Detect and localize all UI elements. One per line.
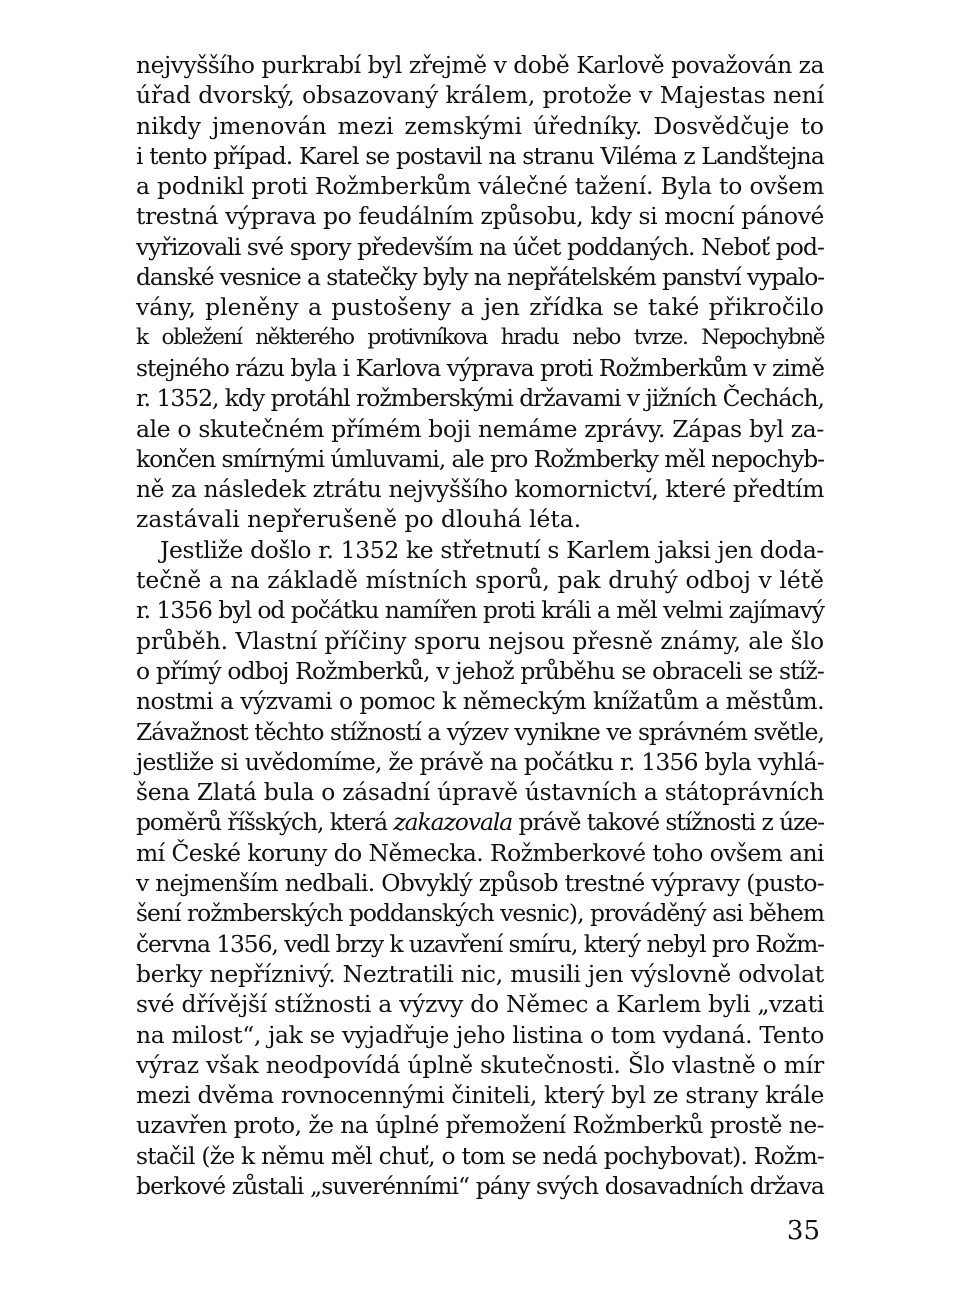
text-line: června 1356, vedl brzy k uzavření smíru, který nebyl pro Rožm- — [136, 929, 824, 958]
text-line: na milost“, jak se vyjadřuje jeho listina o tom vydaná. Tento — [136, 1020, 824, 1049]
text-segment: právě takové stížnosti z úze- — [512, 808, 824, 837]
text-line — [136, 807, 824, 837]
text-line: r. 1356 byl od počátku namířen proti králi a měl velmi zajímavý — [136, 596, 824, 625]
text-line: mí České koruny do Německa. Rožmberkové toho ovšem ani — [136, 838, 824, 867]
text-line: zastávali nepřerušeně po dlouhá léta. — [136, 505, 582, 534]
page-number: 35 — [786, 1216, 820, 1246]
text-line: úřad dvorský, obsazovaný králem, protože v Majestas není — [136, 81, 824, 110]
text-line: v nejmenším nedbali. Obvyklý způsob trestné výpravy (pusto- — [136, 869, 824, 898]
text-line: výraz však neodpovídá úplně skutečnosti. Šlo vlastně o mír — [136, 1050, 824, 1079]
text-line: tečně a na základě místních sporů, pak druhý odboj v létě — [136, 566, 824, 595]
text-line: ale o skutečném přímém boji nemáme zprávy. Zápas byl za- — [136, 414, 824, 443]
paragraph-first-line: Jestliže došlo r. 1352 ke střetnutí s Karlem jaksi jen doda- — [160, 535, 824, 564]
text-line: průběh. Vlastní příčiny sporu nejsou přesně známy, ale šlo — [136, 626, 824, 655]
text-line: o přímý odboj Rožmberků, v jehož průběhu se obraceli se stíž- — [136, 656, 824, 685]
text-line: mezi dvěma rovnocennými činiteli, který byl ze strany krále — [136, 1081, 824, 1110]
text-line: k obležení některého protivníkova hradu nebo tvrze. Nepochybně — [136, 324, 824, 350]
text-line: danské vesnice a statečky byly na nepřátelském panství vypalo- — [136, 263, 824, 292]
italic-word: zakazovala — [393, 808, 513, 837]
text-line: berky nepříznivý. Neztratili nic, musili jen výslovně odvolat — [136, 959, 824, 988]
text-line: šena Zlatá bula o zásadní úpravě ústavních a státoprávních — [136, 778, 824, 807]
text-line: končen smírnými úmluvami, ale pro Rožmberky měl nepochyb- — [136, 444, 825, 473]
text-line: své dřívější stížnosti a výzvy do Němec a Karlem byli „vzati — [136, 990, 824, 1019]
text-line: uzavřen proto, že na úplné přemožení Rožmberků prostě ne- — [136, 1111, 824, 1140]
text-line: nikdy jmenován mezi zemskými úředníky. Dosvědčuje to — [136, 111, 824, 140]
text-line: nostmi a výzvami o pomoc k německým knížatům a městům. — [136, 687, 824, 716]
text-line: trestná výprava po feudálním způsobu, kdy si mocní pánové — [136, 202, 824, 231]
text-line: nejvyššího purkrabí byl zřejmě v době Karlově považován za — [136, 51, 825, 79]
text-segment: poměrů říšských, která — [136, 808, 394, 837]
text-line: stačil (že k němu měl chuť, o tom se nedá pochybovat). Rožm- — [136, 1141, 824, 1170]
text-line: a podnikl proti Rožmberkům válečné tažení. Byla to ovšem — [136, 172, 824, 201]
text-line: vyřizovali své spory především na účet poddaných. Neboť pod- — [136, 232, 824, 261]
text-line: vány, pleněny a pustošeny a jen zřídka se také přikročilo — [136, 293, 824, 322]
text-line: stejného rázu byla i Karlova výprava proti Rožmberkům v zimě — [136, 353, 824, 382]
text-line: r. 1352, kdy protáhl rožmberskými državami v jižních Čechách, — [136, 384, 824, 413]
body-text — [136, 50, 824, 1201]
text-line: ně za následek ztrátu nejvyššího komornictví, které předtím — [136, 475, 824, 504]
text-line: berkové zůstali „suverénními“ pány svých dosavadních država — [136, 1171, 824, 1200]
text-line: jestliže si uvědomíme, že právě na počátku r. 1356 byla vyhlá- — [136, 747, 824, 776]
text-line: i tento případ. Karel se postavil na stranu Viléma z Landštejna — [136, 141, 824, 170]
text-line: Závažnost těchto stížností a výzev vynikne ve správném světle, — [136, 717, 824, 746]
text-line: šení rožmberských poddanských vesnic), prováděný asi během — [136, 899, 824, 928]
